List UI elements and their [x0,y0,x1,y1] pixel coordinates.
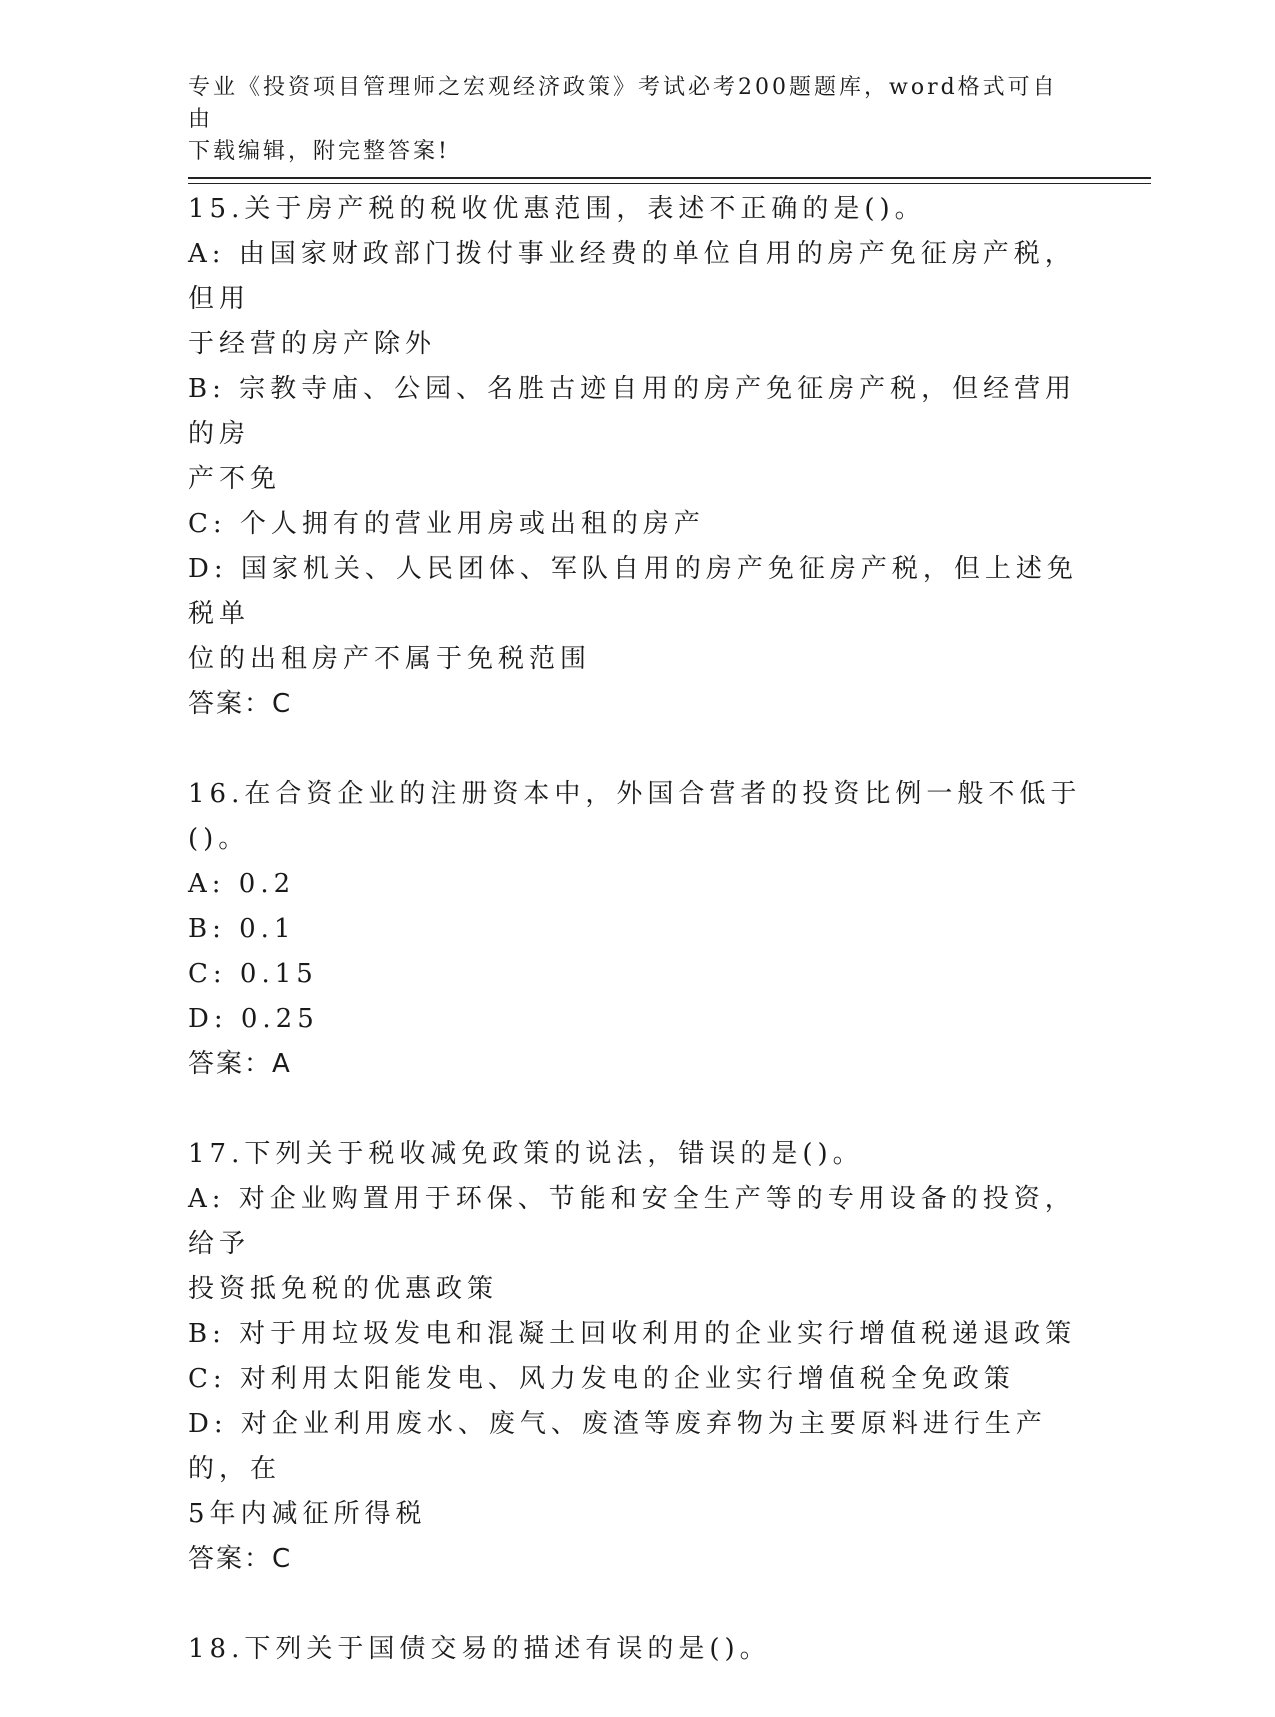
option-d: D: 0.25 [188,1004,319,1034]
option-a: A: 0.2 [188,869,296,899]
question-stem: 17.下列关于税收减免政策的说法，错误的是()。 [188,1139,864,1169]
option-a-line-2: 投资抵免税的优惠政策 [188,1274,499,1304]
answer: 答案：A [188,1049,292,1079]
header-divider-thin [188,183,1151,184]
document-header: 专业《投资项目管理师之宏观经济政策》考试必考200题题库，word格式可自由 下载编辑，附完整答案! [188,75,1058,164]
option-c: C: 0.15 [188,959,318,989]
answer: 答案：C [188,689,293,719]
question-stem: 16.在合资企业的注册资本中，外国合营者的投资比例一般不低于()。 [188,779,1082,854]
question-list [188,187,1088,1717]
option-b-line-2: 产不免 [188,464,282,494]
option-d-line-1: D: 国家机关、人民团体、军队自用的房产免征房产税，但上述免税单 [188,554,1078,629]
question-15 [188,187,1088,727]
option-d-line-2: 位的出租房产不属于免税范围 [188,644,592,674]
option-d-line-2: 5年内减征所得税 [188,1499,427,1529]
option-c: C: 对利用太阳能发电、风力发电的企业实行增值税全免政策 [188,1364,1015,1394]
option-b-line-1: B: 宗教寺庙、公园、名胜古迹自用的房产免征房产税，但经营用的房 [188,374,1077,449]
option-a-line-1: A: 由国家财政部门拨付事业经费的单位自用的房产免征房产税，但用 [188,239,1076,314]
option-b: B: 0.1 [188,914,296,944]
option-c: C: 个人拥有的营业用房或出租的房产 [188,509,705,539]
question-17 [188,1132,1088,1582]
answer: 答案：C [188,1544,293,1574]
header-divider-thick [188,177,1151,179]
question-16 [188,772,1088,1087]
option-b: B: 对于用垃圾发电和混凝土回收利用的企业实行增值税递退政策 [188,1319,1077,1349]
option-d-line-1: D: 对企业利用废水、废气、废渣等废弃物为主要原料进行生产的，在 [188,1409,1047,1484]
question-stem: 18.下列关于国债交易的描述有误的是()。 [188,1634,771,1664]
option-a-line-1: A: 对企业购置用于环保、节能和安全生产等的专用设备的投资，给予 [188,1184,1076,1259]
option-a-line-2: 于经营的房产除外 [188,329,437,359]
question-stem: 15.关于房产税的税收优惠范围，表述不正确的是()。 [188,194,926,224]
